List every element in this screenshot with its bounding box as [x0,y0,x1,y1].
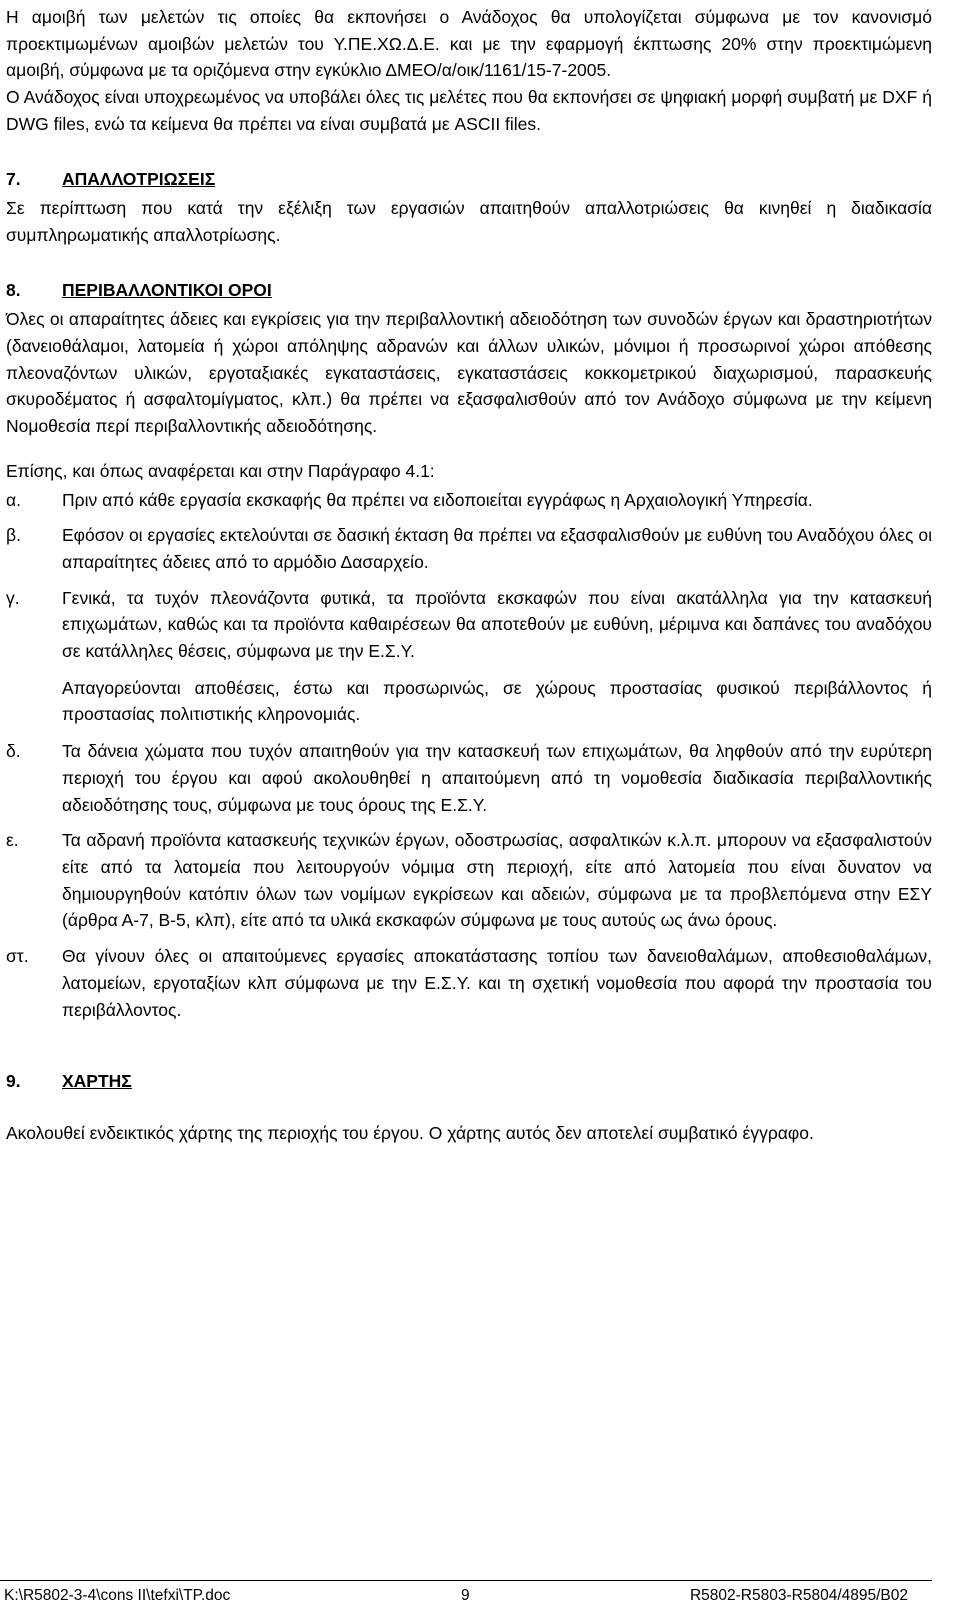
list-item-label: δ. [6,741,21,762]
list-item-d [6,738,932,818]
section-number: 8. [6,279,21,300]
section-7-text: Σε περίπτωση που κατά την εξέλιξη των εργασιών απαιτηθούν απαλλοτριώσεις θα κινηθεί η διαδικασία συμπληρωματικής απαλλοτρίωσης. [6,198,932,245]
list-item-text: Εφόσον οι εργασίες εκτελούνται σε δασική έκταση θα πρέπει να εξασφαλισθούν με ευθύνη του Αναδόχου όλες οι απαραίτητες άδειες από το αρμόδιο Δασαρχείο. [62,525,932,572]
intro-paragraph-digital-format: Ο Ανάδοχος είναι υποχρεωμένος να υποβάλει όλες τις μελέτες που θα εκπονήσει σε ψηφιακή μορφή συμβατή με DXF ή DWG files, ενώ τα κείμενα θα πρέπει να είναι συμβατά με ASCII files. [6,87,932,134]
section-9-text: Ακολουθεί ενδεικτικός χάρτης της περιοχής του έργου. Ο χάρτης αυτός δεν αποτελεί συμβατικό έγγραφο. [6,1122,814,1143]
document-page [6,4,932,1147]
section-title: ΠΕΡΙΒΑΛΛΟΝΤΙΚΟΙ ΟΡΟΙ [62,279,272,300]
section-title: ΧΑΡΤΗΣ [62,1071,132,1092]
section-8-text: Όλες οι απαραίτητες άδειες και εγκρίσεις για την περιβαλλοντική αδειοδότηση των συνοδών έργων και δραστηριοτήτων (δανειοθάλαμοι, λατομεία ή χώροι απόληψης αδρανών και άλλων υλικών, μόνιμοι ή προσωρινοί χώροι απόθεσης πλεοναζόντων υλικών, εργοταξιακές εγκαταστάσεις, εγκαταστάσεις κοκκομετρικού διαχωρισμού, παρασκευής σκυροδέματος ή ασφαλτομίγματος, κλπ.) θα πρέπει να εξασφαλισθούν από τον Ανάδοχο σύμφωνα με την κείμενη Νομοθεσία περί περιβαλλοντικής αδειοδότησης. [6,309,932,437]
section-8-heading [6,277,932,304]
section-8-also: Επίσης, και όπως αναφέρεται και στην Παράγραφο 4.1: [6,460,435,481]
list-item-label: στ. [6,946,29,967]
list-item-text-continued: Απαγορεύονται αποθέσεις, έστω και προσωρινώς, σε χώρους προστασίας φυσικού περιβάλλοντος ή προστασίας πολιτιστικής κληρονομιάς. [62,677,932,725]
footer-page-number: 9 [461,1587,470,1604]
list-item-label: β. [6,525,21,546]
section-9-heading [6,1068,932,1095]
list-item-text: Τα αδρανή προϊόντα κατασκευής τεχνικών έργων, οδοστρωσίας, ασφαλτικών κ.λ.π. μπορουν να εξασφαλιστούν είτε από τα λατομεία που λειτουργούν νόμιμα στη περιοχή, είτε από λατομεία που είναι δυνατον να δημιουργηθούν κατόπιν όλων των νομίμων εγκρίσεων και αδειών, σύμφωνα με τα προβλεπόμενα στην ΕΣΥ (άρθρα Α-7, Β-5, κλπ), είτε από τα υλικά εκσκαφών σύμφωνα με τους αυτούς ως άνω όρους. [62,830,932,931]
list-item-label: α. [6,489,21,510]
list-item-text: Τα δάνεια χώματα που τυχόν απαιτηθούν για την κατασκευή των επιχωμάτων, θα ληφθούν από την ευρύτερη περιοχή του έργου και αφού ακολουθηθεί η απαιτούμενη από τη νομοθεσία διαδικασία περιβαλλοντικής αδειοδότησης τους, σύμφωνα με τους όρους της Ε.Σ.Υ. [62,741,932,815]
list-item-st [6,943,932,1023]
list-item-b [6,522,932,575]
list-item-a [6,487,932,514]
page-footer [0,1580,932,1611]
list-item-text: Πριν από κάθε εργασία εκσκαφής θα πρέπει να ειδοποιείται εγγράφως η Αρχαιολογική Υπηρεσία. [62,489,813,510]
list-item-label: γ. [6,587,20,608]
list-item-c [6,585,932,729]
section-number: 7. [6,168,21,189]
list-item-e [6,827,932,934]
section-number: 9. [6,1071,21,1092]
section-7-heading [6,166,932,193]
list-item-label: ε. [6,830,19,851]
footer-file-path: K:\R5802-3-4\cons II\tefxi\TP.doc [4,1587,231,1604]
intro-paragraph-fees: Η αμοιβή των μελετών τις οποίες θα εκπονήσει ο Ανάδοχος θα υπολογίζεται σύμφωνα με τον κανονισμό προεκτιμωμένων αμοιβών μελετών του Υ.ΠΕ.ΧΩ.Δ.Ε. και με την εφαρμογή έκπτωσης 20% στην προεκτιμώμενη αμοιβή, σύμφωνα με τα οριζόμενα στην εγκύκλιο ΔΜΕΟ/α/οικ/1161/15-7-2005. [6,7,932,81]
list-item-text: Θα γίνουν όλες οι απαιτούμενες εργασίες αποκατάστασης τοπίου των δανειοθαλάμων, αποθεσιοθαλάμων, λατομείων, εργοταξίων κλπ σύμφωνα με την Ε.Σ.Υ. και τη σχετική νομοθεσία που αφορά την προστασία του περιβάλλοντος. [62,946,932,1020]
section-title: ΑΠΑΛΛΟΤΡΙΩΣΕΙΣ [62,168,216,189]
footer-document-code: R5802-R5803-R5804/4895/B02 [689,1587,908,1604]
list-item-text: Γενικά, τα τυχόν πλεονάζοντα φυτικά, τα προϊόντα εκσκαφών που είναι ακατάλληλα για την κατασκευή επιχωμάτων, καθώς και τα προϊόντα καθαιρέσεων θα αποτεθούν με ευθύνη, μέριμνα και δαπάνες του αναδόχου σε κατάλληλες θέσεις, σύμφωνα με την Ε.Σ.Υ. [62,587,932,662]
